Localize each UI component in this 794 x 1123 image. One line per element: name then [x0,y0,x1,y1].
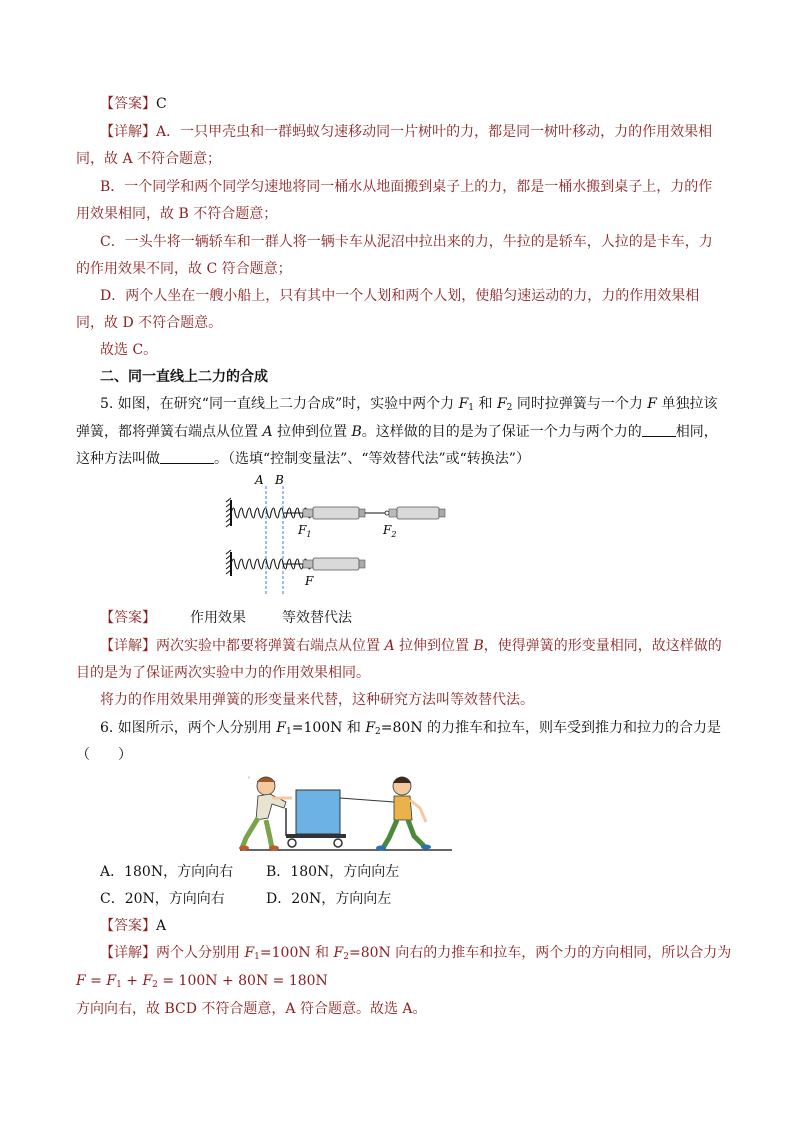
q6-answer-paren: （ ） [76,747,132,763]
q6-final: 方向向右，故 BCD 不符合题意，A 符合题意。故选 A。 [76,1001,427,1017]
answer-value-1: 作用效果 [190,610,246,626]
detail-text: 两个人分别用 [156,945,245,961]
detail-text: 拉伸到位置 [394,638,474,654]
q4-option-d-line-2: 同，故 D 不符合题意。 [76,315,223,331]
answer-value-2: 等效替代法 [282,610,352,626]
q5-answer-line [100,608,352,628]
q5-detail-line-2: 目的是为了保证两次实验中力的作用效果相同。 [76,665,370,681]
detail-text: A．一只甲壳虫和一群蚂蚁匀速移动同一片树叶的力，都是同一树叶移动，力的作用效果相 [156,124,713,140]
q6-option-a: A．180N，方向向右 [100,864,234,880]
q5-stem-line-3 [76,449,530,469]
stem-text: 同时拉弹簧与一个力 [512,396,648,412]
formula-text: = 100N + 80N = 180N [157,973,328,989]
spring-experiment-figure [225,472,465,602]
force-symbol: F [496,396,507,412]
formula-text: + [121,973,143,989]
formula-symbol: F [106,973,117,989]
answer-value: C [156,96,167,112]
q4-option-c-line-1: C．一头牛将一辆轿车和一群人将一辆卡车从泥沼中拉出来的力，牛拉的是轿车，人拉的是卡车，力 [100,234,713,250]
q4-detail-line-2: 同，故 A 不符合题意； [76,151,222,167]
stem-text: 拉伸到位置 [272,424,352,440]
detail-text: ，使得弹簧的形变量相同，故这样做的 [483,638,722,654]
q6-answer-line [100,916,166,936]
q5-detail-line-1 [100,636,722,656]
cart-push-pull-figure [236,768,454,854]
q6-detail-line-1 [100,943,731,967]
section-title: 二、同一直线上二力的合成 [100,369,268,385]
subscript: 2 [506,403,513,413]
subscript: 2 [375,727,381,737]
subscript: 1 [285,727,292,737]
stem-text: 弹簧，都将弹簧右端点从位置 [76,424,263,440]
stem-text: 。这样做的目的是为了保证一个力与两个力的 [361,424,642,440]
position-symbol: A [262,424,273,440]
stem-text: =100N 和 [291,720,366,736]
detail-text: 两次实验中都要将弹簧右端点从位置 [156,638,385,654]
cart [286,790,346,847]
subscript: 1 [468,403,475,413]
q4-conclusion: 故选 C。 [100,342,158,358]
spring-scale-1 [303,507,365,519]
formula-symbol: F [76,973,86,989]
position-label-a: A [255,473,264,487]
force-symbol: F [458,396,469,412]
answer-label: 【答案】 [100,96,156,112]
stem-text: 。（选填“控制变量法”、“等效替代法”或“转换法”） [214,451,530,467]
answer-label: 【答案】 [100,918,156,934]
spring-scale-2 [389,507,445,519]
force-label-f: F [305,574,314,588]
pushing-boy [239,776,292,851]
position-symbol: B [473,638,484,654]
formula-symbol: F [142,973,153,989]
stem-text: 5. 如图，在研究“同一直线上二力合成”时，实验中两个力 [100,396,459,412]
q4-option-d-line-1: D．两个人坐在一艘小船上，只有其中一个人划和两个人划，使船匀速运动的力，力的作用效果相 [100,288,700,304]
q4-option-b-line-2: 用效果相同，故 B 不符合题意； [76,206,278,222]
q6-formula [76,971,328,995]
formula-text: = [85,973,107,989]
answer-value: A [156,918,167,934]
answer-label: 【答案】 [100,610,156,626]
q4-answer-line [100,94,167,114]
q4-detail-line-1 [100,122,712,142]
subscript: 1 [254,952,260,962]
answer-blank [642,422,676,437]
position-symbol: B [351,424,362,440]
detail-label: 【详解】 [100,638,156,654]
detail-label: 【详解】 [100,124,156,140]
q6-option-b: B．180N，方向向左 [266,864,400,880]
position-symbol: A [384,638,395,654]
answer-blank [160,449,214,464]
q5-detail-line-3: 将力的作用效果用弹簧的形变量来代替，这种研究方法叫等效替代法。 [100,692,534,708]
q6-stem-line-1 [100,718,721,742]
q5-stem-line-2 [76,422,718,442]
q4-option-c-line-2: 的作用效果不同，故 C 符合题意； [76,261,292,277]
subscript: 1 [116,980,122,990]
subscript: 2 [152,980,158,990]
stem-text: 这种方法叫做 [76,451,160,467]
subscript: 2 [343,952,349,962]
q6-option-c: C．20N，方向向右 [100,891,225,907]
q5-stem-line-1 [100,394,717,418]
svg-text:': ' [248,776,250,784]
pulling-boy [376,777,431,851]
force-symbol: F [244,945,255,961]
force-label-f2: $F_2$ [383,523,397,539]
force-symbol: F [276,720,286,736]
position-label-b: B [275,473,284,487]
stem-text: 6. 如图所示，两个人分别用 [100,720,277,736]
stem-text: 单独拉该 [657,396,718,412]
q6-option-d: D．20N，方向向左 [266,891,392,907]
force-label-f1: $F_1$ [298,523,312,539]
stem-text: =80N 的力推车和拉车，则车受到推力和拉力的合力是 [380,720,722,736]
q4-option-b-line-1: B．一个同学和两个同学匀速地将同一桶水从地面搬到桌子上的力，都是一桶水搬到桌子上，力的作 [100,179,713,195]
stem-text: 相同， [675,424,718,440]
force-symbol: F [333,945,344,961]
stem-text: 和 [474,396,497,412]
detail-label: 【详解】 [100,945,156,961]
detail-text: =80N 向右的力推车和拉车，两个力的方向相同，所以合力为 [348,945,732,961]
spring-scale-3 [303,558,365,570]
force-symbol: F [647,396,658,412]
detail-text: =100N 和 [259,945,334,961]
force-symbol: F [365,720,376,736]
